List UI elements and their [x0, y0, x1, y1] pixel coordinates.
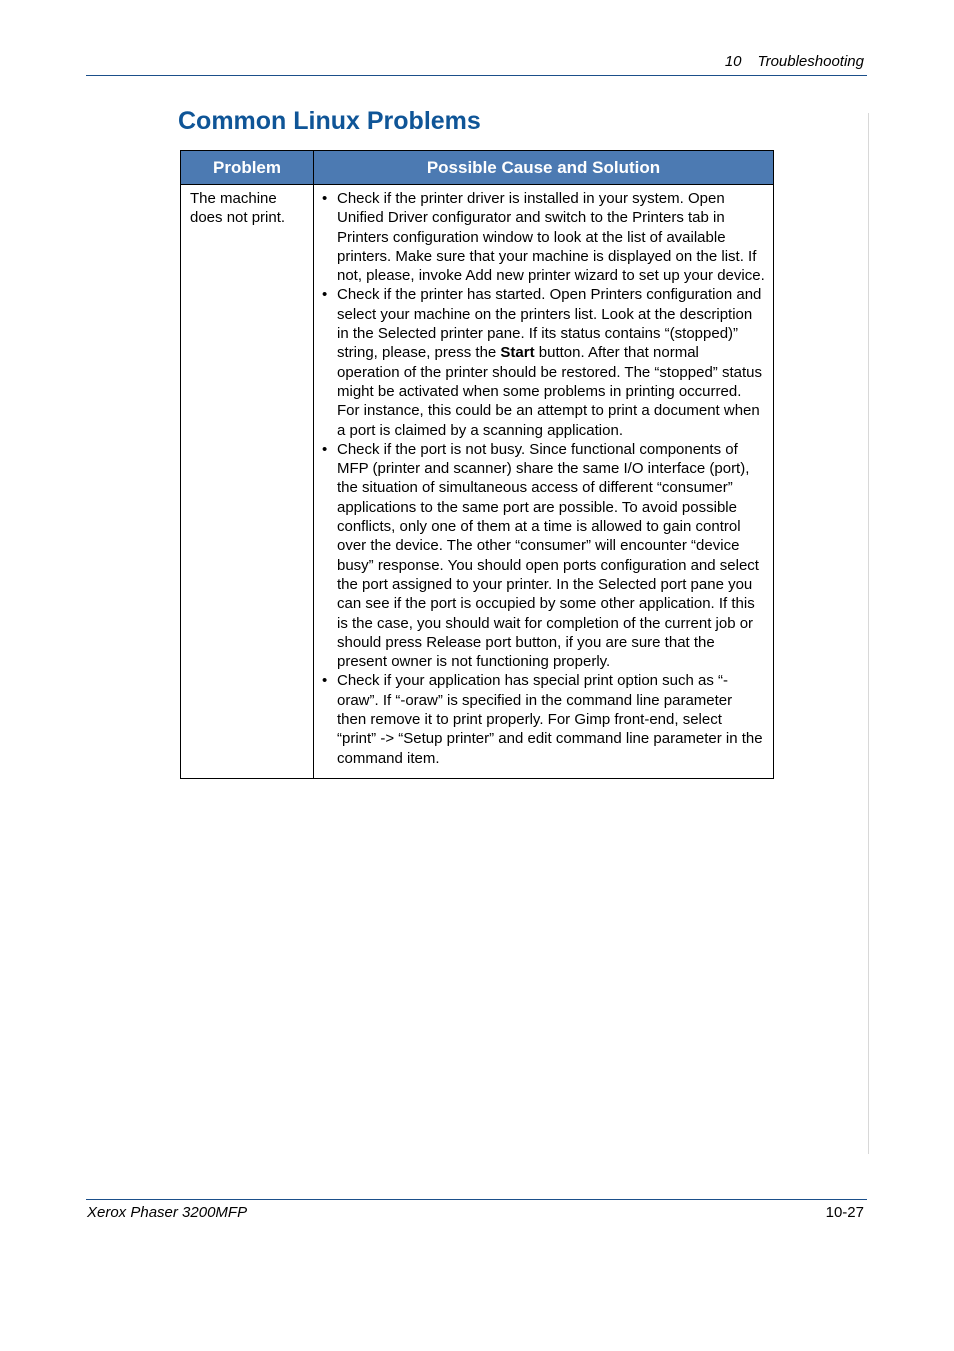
- solution-text: Check if the printer has started. Open Printers configuration and select your machine on the printers list. Look at the description in the Selected printer pane. If its status contains “(stopped)” string, please, press the: [337, 286, 762, 362]
- footer-rule: [86, 1199, 867, 1200]
- footer-page-number: 10-27: [825, 1204, 864, 1221]
- solution-cell: [314, 185, 774, 779]
- bullet-icon: •: [322, 190, 328, 207]
- solution-item: [322, 189, 765, 285]
- solution-list: [322, 189, 765, 768]
- column-header-problem: Problem: [181, 151, 314, 185]
- page-title: Common Linux Problems: [178, 107, 481, 135]
- chapter-title: Troubleshooting: [757, 53, 864, 70]
- bullet-icon: •: [322, 286, 328, 304]
- chapter-number: 10: [724, 53, 742, 70]
- solution-text: button. After that normal operation of the printer should be restored. The “stopped” status might be activated when some problems in printing occurred. For instance, this could be an attempt to print a document when a port is claimed by a scanning application.: [337, 344, 762, 439]
- running-header: [725, 53, 864, 70]
- side-margin-rule: [868, 113, 869, 1154]
- start-button-label: Start: [500, 344, 535, 362]
- troubleshooting-table: [180, 150, 774, 779]
- bullet-icon: •: [322, 440, 328, 458]
- solution-text: Check if the printer driver is installed in your system. Open Unified Driver configurator and switch to the Printers tab in Printers configuration window to look at the list of available printers. Make sure that your machine is displayed on the list. If not, please, invoke Add new printer wizard to set up your device.: [337, 190, 765, 285]
- solution-item: [322, 440, 765, 672]
- header-rule: [86, 75, 867, 76]
- column-header-solution: Possible Cause and Solution: [314, 151, 774, 185]
- table-row: [181, 185, 774, 779]
- solution-text: Check if your application has special print option such as “-oraw”. If “-oraw” is specified in the command line parameter then remove it to print properly. For Gimp front-end, select “print” -> “Setup printer” and edit command line parameter in the command item.: [337, 672, 763, 767]
- solution-text: Check if the port is not busy. Since functional components of MFP (printer and scanner) share the same I/O interface (port), the situation of simultaneous access of different “consumer” applications to the same port are possible. To avoid possible conflicts, only one of them at a time is allowed to gain control over the device. The other “consumer” will encounter “device busy” response. You should open ports configuration and select the port assigned to your printer. In the Selected port pane you can see if the port is occupied by some other application. If this is the case, you should wait for completion of the current job or should press Release port button, if you are sure that the present owner is not functioning properly.: [337, 440, 759, 671]
- solution-item: [322, 285, 765, 439]
- problem-cell: The machine does not print.: [181, 185, 314, 779]
- table-header-row: [181, 151, 774, 185]
- footer-product: Xerox Phaser 3200MFP: [87, 1204, 248, 1221]
- solution-item: [322, 671, 765, 767]
- bullet-icon: •: [322, 672, 328, 690]
